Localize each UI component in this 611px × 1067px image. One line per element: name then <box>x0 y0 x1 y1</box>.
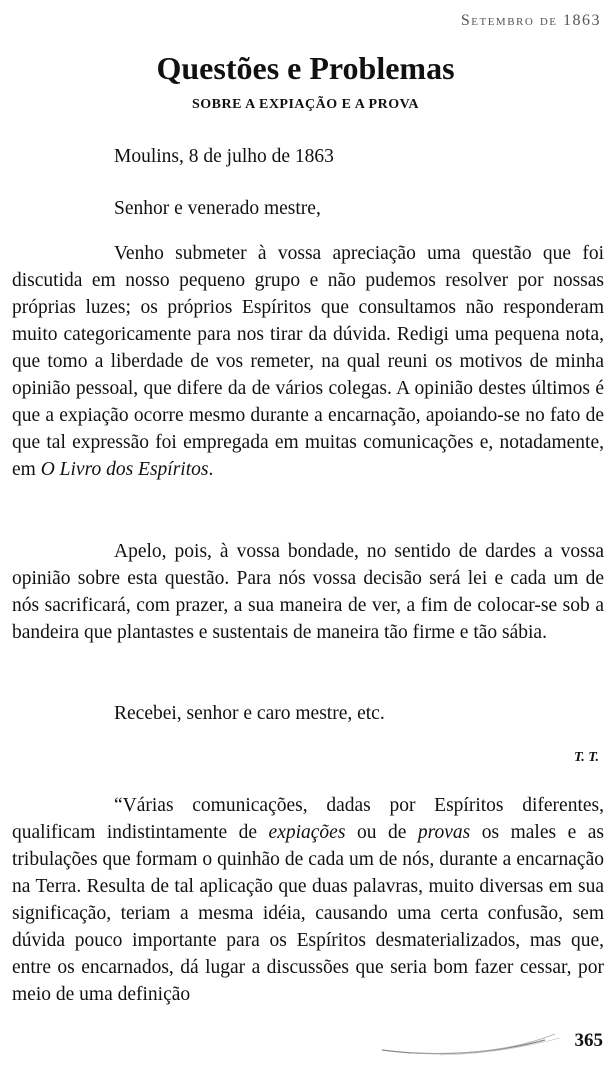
book-title: O Livro dos Espíritos <box>40 459 209 480</box>
paragraph-1-text: Venho submeter à vossa apreciação uma questão que foi discutida em nosso pequeno grupo e não pudemos resolver por nossas próprias luzes; os próprios Espíritos que consultamos não responderam muito categoricamente para nos tirar da dúvida. Redigi uma pequena nota, que tomo a liberdade de vos remeter, na qual reuni os motivos de minha opinião pessoal, que difere da de vários colegas. A opinião destes últimos é que a expiação ocorre mesmo durante a encarnação, apoiando-se no fato de que tal expressão foi empregada em muitas comunicações e, notadamente, em <box>12 243 604 480</box>
running-head: Setembro de 1863 <box>460 12 601 29</box>
emphasis-provas: provas <box>417 822 471 843</box>
article-title: Questões e Problemas <box>156 50 455 86</box>
salutation: Senhor e venerado mestre, <box>114 198 321 219</box>
paragraph-3-text-a: “Várias comunicações, dadas por Espíritos diferentes, qualificam indistintamente de <box>12 795 604 843</box>
paragraph-2: Apelo, pois, à vossa bondade, no sentido de dardes a vossa opinião sobre esta questão. Para nós vossa decisão será lei e cada um de nós sacrificará, com prazer, a sua maneira de ver, a fim de colocar-se sob a bandeira que plantastes e sustentais de maneira tão firme e tão sábia. <box>12 541 604 643</box>
paragraph-3-text-b: ou de <box>345 822 418 843</box>
article-subtitle: SOBRE A EXPIAÇÃO E A PROVA <box>191 97 420 112</box>
paragraph-3-text-c: os males e as tribulações que formam o quinhão de cada um de nós, durante a encarnação na Terra. Resulta de tal aplicação que duas palavras, muito diversas em sua significação, teriam a mesma idéia, causando uma certa confusão, sem dúvida pouco importante para os Espíritos desmaterializados, mas que, entre os encarnados, dá lugar a discussões que seria bom fazer cessar, por meio de uma definição <box>12 822 604 1005</box>
emphasis-expiacoes: expiações <box>268 822 346 843</box>
paragraph-1 <box>12 240 604 483</box>
closing: Recebei, senhor e caro mestre, etc. <box>114 703 385 724</box>
page-number: 365 <box>574 1030 603 1051</box>
swash-ornament-icon <box>380 1028 580 1058</box>
place-date: Moulins, 8 de julho de 1863 <box>114 146 334 167</box>
paragraph-3 <box>12 792 604 1008</box>
paragraph-1-end: . <box>208 459 214 480</box>
signature: T. T. <box>573 750 599 765</box>
